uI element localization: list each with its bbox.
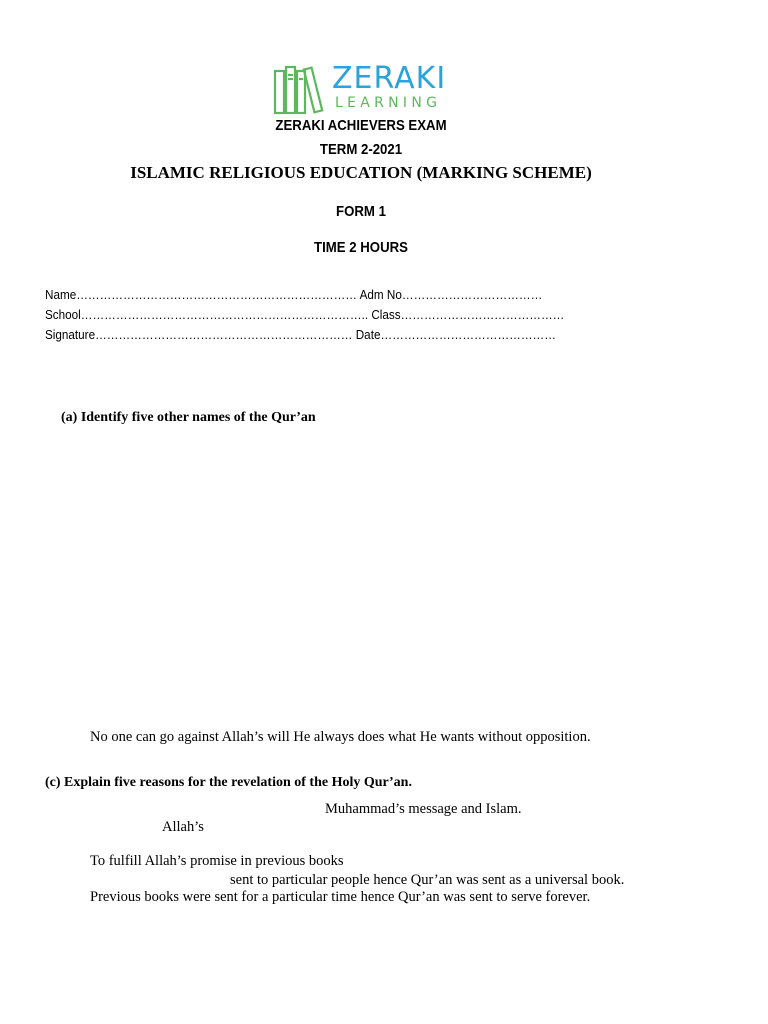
time-title: TIME 2 HOURS	[314, 239, 408, 256]
answer-c-2: Allah’s	[162, 819, 204, 835]
brand-name: ZERAKI	[332, 61, 447, 96]
question-c: (c) Explain five reasons for the revelation of the Holy Qur’an.	[45, 775, 412, 790]
signature-date-line: Signature………………………………………………………… Date………………………………………	[45, 327, 556, 342]
answer-c-4: sent to particular people hence Qur’an was sent as a universal book.	[230, 872, 625, 888]
school-class-line: School……………………………………………………………….. Class……………………………………	[45, 307, 565, 322]
zeraki-logo	[273, 63, 463, 115]
answer-b: No one can go against Allah’s will He always does what He wants without opposition.	[90, 729, 591, 745]
term-title: TERM 2-2021	[319, 141, 403, 158]
books-icon	[273, 65, 327, 115]
question-a: (a) Identify five other names of the Qur’an	[61, 410, 316, 425]
answer-c-5: Previous books were sent for a particular time hence Qur’an was sent to serve forever.	[90, 889, 591, 905]
form-title: FORM 1	[336, 203, 386, 220]
name-adm-line: Name……………………………………………………………… Adm No………………………………	[45, 287, 543, 302]
answer-c-3: To fulfill Allah’s promise in previous books	[90, 853, 344, 869]
exam-title: ZERAKI ACHIEVERS EXAM	[275, 117, 447, 134]
subject-title: ISLAMIC RELIGIOUS EDUCATION (MARKING SCHEME)	[130, 163, 592, 182]
brand-subtitle: LEARNING	[335, 95, 442, 111]
answer-c-1: Muhammad’s message and Islam.	[325, 801, 522, 817]
